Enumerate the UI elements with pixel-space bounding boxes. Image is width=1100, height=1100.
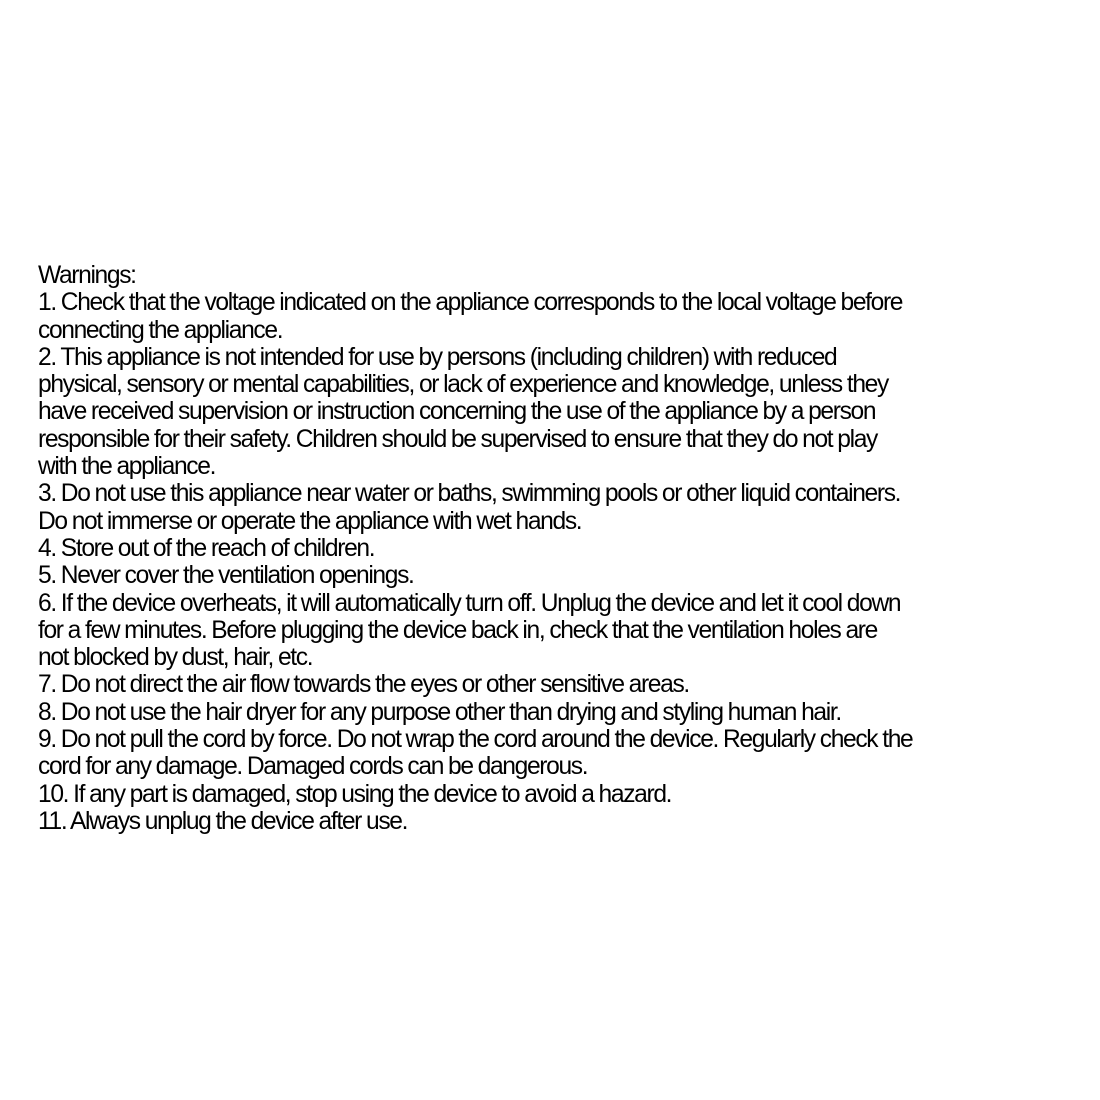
warning-line: connecting the appliance. [38,316,283,344]
warning-line: Do not immerse or operate the appliance with wet hands. [38,507,582,535]
warning-line: 7. Do not direct the air flow towards the eyes or other sensitive areas. [38,671,689,699]
warning-line: for a few minutes. Before plugging the device back in, check that the ventilation holes are [38,616,877,644]
warnings-document [38,262,1078,835]
warning-line: 5. Never cover the ventilation openings. [38,562,414,590]
warning-line: not blocked by dust, hair, etc. [38,644,313,672]
warning-line: 3. Do not use this appliance near water or baths, swimming pools or other liquid containers. [38,480,901,508]
warning-line: 6. If the device overheats, it will automatically turn off. Unplug the device and let it cool down [38,589,901,617]
warning-line: cord for any damage. Damaged cords can be dangerous. [38,753,588,781]
warning-line: 2. This appliance is not intended for use by persons (including children) with reduced [38,343,837,371]
warning-line: 9. Do not pull the cord by force. Do not wrap the cord around the device. Regularly check the [38,726,913,754]
warning-line: 4. Store out of the reach of children. [38,534,375,562]
warning-line: physical, sensory or mental capabilities, or lack of experience and knowledge, unless they [38,371,888,399]
warning-line: responsible for their safety. Children should be supervised to ensure that they do not play [38,425,877,453]
warning-line: 11. Always unplug the device after use. [38,807,408,835]
warning-line: have received supervision or instruction concerning the use of the appliance by a person [38,398,876,426]
warning-line: 10. If any part is damaged, stop using the device to avoid a hazard. [38,780,672,808]
warning-line: 1. Check that the voltage indicated on the appliance corresponds to the local voltage before [38,289,903,317]
warnings-heading: Warnings: [38,262,136,289]
warning-line: 8. Do not use the hair dryer for any purpose other than drying and styling human hair. [38,698,841,726]
warning-line: with the appliance. [38,453,216,481]
